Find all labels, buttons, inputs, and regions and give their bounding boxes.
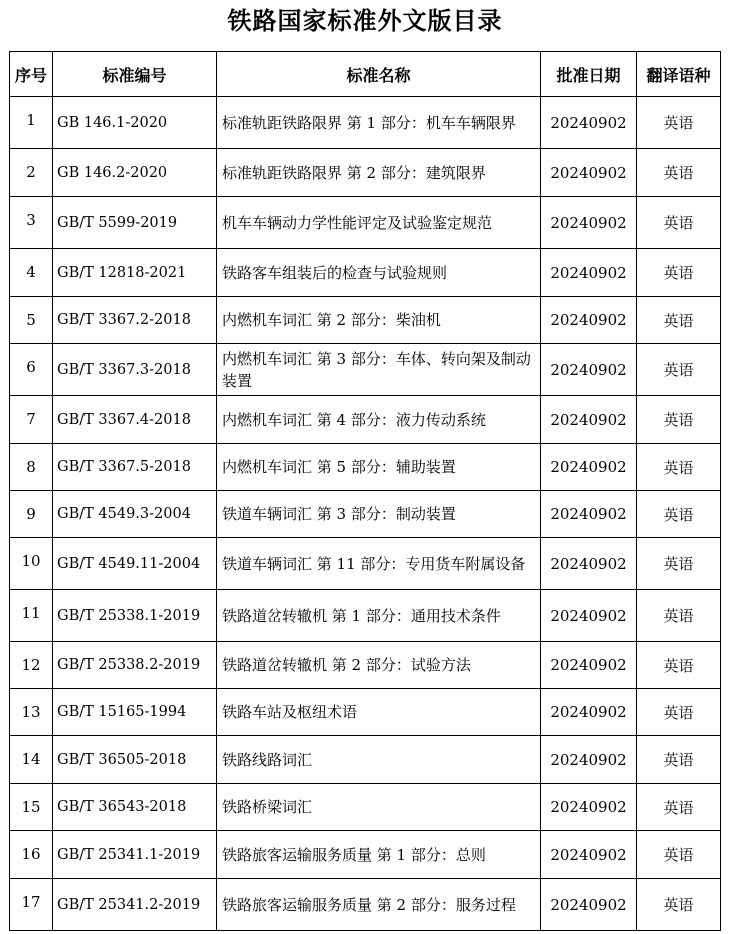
row-name: 铁路车站及枢纽术语 <box>217 689 541 736</box>
header-name: 标准名称 <box>217 52 541 97</box>
row-name: 铁路桥梁词汇 <box>217 784 541 831</box>
row-seq: 10 <box>10 538 53 590</box>
table-row <box>10 97 721 149</box>
row-lang: 英语 <box>637 197 721 249</box>
row-lang: 英语 <box>637 491 721 538</box>
row-name: 标准轨距铁路限界 第 1 部分：机车车辆限界 <box>217 97 541 149</box>
table-row <box>10 444 721 491</box>
row-name: 机车车辆动力学性能评定及试验鉴定规范 <box>217 197 541 249</box>
row-seq: 12 <box>10 642 53 689</box>
row-name: 内燃机车词汇 第 3 部分：车体、转向架及制动装置 <box>217 344 541 396</box>
row-lang: 英语 <box>637 149 721 197</box>
row-lang: 英语 <box>637 736 721 784</box>
table-row <box>10 642 721 689</box>
row-seq: 1 <box>10 97 53 149</box>
row-name: 铁道车辆词汇 第 3 部分：制动装置 <box>217 491 541 538</box>
document-title: 铁路国家标准外文版目录 <box>227 7 503 35</box>
row-name: 铁路道岔转辙机 第 1 部分：通用技术条件 <box>217 590 541 642</box>
row-date: 20240902 <box>541 491 637 538</box>
row-lang: 英语 <box>637 538 721 590</box>
row-code: GB 146.1-2020 <box>53 97 217 149</box>
table-row <box>10 197 721 249</box>
row-seq: 5 <box>10 297 53 344</box>
row-seq: 4 <box>10 249 53 297</box>
row-date: 20240902 <box>541 97 637 149</box>
row-code: GB/T 4549.11-2004 <box>53 538 217 590</box>
table-row <box>10 590 721 642</box>
standards-table <box>9 51 721 931</box>
row-seq: 17 <box>10 879 53 931</box>
row-code: GB/T 3367.3-2018 <box>53 344 217 396</box>
row-seq: 6 <box>10 344 53 396</box>
table-row <box>10 149 721 197</box>
header-code: 标准编号 <box>53 52 217 97</box>
table-row <box>10 249 721 297</box>
table-row <box>10 831 721 879</box>
table-row <box>10 396 721 444</box>
row-lang: 英语 <box>637 879 721 931</box>
row-seq: 11 <box>10 590 53 642</box>
row-lang: 英语 <box>637 784 721 831</box>
row-seq: 13 <box>10 689 53 736</box>
row-name: 内燃机车词汇 第 5 部分：辅助装置 <box>217 444 541 491</box>
row-date: 20240902 <box>541 538 637 590</box>
row-lang: 英语 <box>637 689 721 736</box>
row-seq: 16 <box>10 831 53 879</box>
row-code: GB/T 3367.4-2018 <box>53 396 217 444</box>
table-row <box>10 297 721 344</box>
row-date: 20240902 <box>541 197 637 249</box>
row-lang: 英语 <box>637 396 721 444</box>
row-seq: 9 <box>10 491 53 538</box>
row-name: 内燃机车词汇 第 2 部分：柴油机 <box>217 297 541 344</box>
row-seq: 14 <box>10 736 53 784</box>
row-date: 20240902 <box>541 297 637 344</box>
header-row <box>10 52 721 97</box>
row-code: GB/T 25338.2-2019 <box>53 642 217 689</box>
header-seq: 序号 <box>10 52 53 97</box>
row-date: 20240902 <box>541 879 637 931</box>
row-seq: 3 <box>10 197 53 249</box>
row-date: 20240902 <box>541 344 637 396</box>
row-date: 20240902 <box>541 249 637 297</box>
row-code: GB/T 25338.1-2019 <box>53 590 217 642</box>
table-row <box>10 689 721 736</box>
row-lang: 英语 <box>637 444 721 491</box>
row-code: GB/T 12818-2021 <box>53 249 217 297</box>
row-date: 20240902 <box>541 736 637 784</box>
header-lang: 翻译语种 <box>637 52 721 97</box>
row-date: 20240902 <box>541 444 637 491</box>
row-date: 20240902 <box>541 396 637 444</box>
row-name: 铁路客车组装后的检查与试验规则 <box>217 249 541 297</box>
row-name: 内燃机车词汇 第 4 部分：液力传动系统 <box>217 396 541 444</box>
table-row <box>10 344 721 396</box>
row-date: 20240902 <box>541 642 637 689</box>
row-lang: 英语 <box>637 297 721 344</box>
row-code: GB/T 36505-2018 <box>53 736 217 784</box>
row-seq: 8 <box>10 444 53 491</box>
row-code: GB/T 3367.2-2018 <box>53 297 217 344</box>
table-row <box>10 879 721 931</box>
table-row <box>10 736 721 784</box>
row-code: GB/T 25341.1-2019 <box>53 831 217 879</box>
row-date: 20240902 <box>541 831 637 879</box>
row-code: GB/T 25341.2-2019 <box>53 879 217 931</box>
row-code: GB/T 5599-2019 <box>53 197 217 249</box>
row-seq: 7 <box>10 396 53 444</box>
row-name: 铁路旅客运输服务质量 第 2 部分：服务过程 <box>217 879 541 931</box>
row-name: 铁路旅客运输服务质量 第 1 部分：总则 <box>217 831 541 879</box>
row-code: GB 146.2-2020 <box>53 149 217 197</box>
table-row <box>10 784 721 831</box>
row-lang: 英语 <box>637 97 721 149</box>
row-lang: 英语 <box>637 831 721 879</box>
row-code: GB/T 36543-2018 <box>53 784 217 831</box>
header-date: 批准日期 <box>541 52 637 97</box>
row-seq: 2 <box>10 149 53 197</box>
row-name: 标准轨距铁路限界 第 2 部分：建筑限界 <box>217 149 541 197</box>
row-lang: 英语 <box>637 344 721 396</box>
row-seq: 15 <box>10 784 53 831</box>
table-row <box>10 538 721 590</box>
row-date: 20240902 <box>541 590 637 642</box>
row-name: 铁路道岔转辙机 第 2 部分：试验方法 <box>217 642 541 689</box>
row-lang: 英语 <box>637 590 721 642</box>
row-lang: 英语 <box>637 249 721 297</box>
row-lang: 英语 <box>637 642 721 689</box>
row-code: GB/T 3367.5-2018 <box>53 444 217 491</box>
row-date: 20240902 <box>541 784 637 831</box>
row-date: 20240902 <box>541 689 637 736</box>
row-code: GB/T 4549.3-2004 <box>53 491 217 538</box>
row-name: 铁路线路词汇 <box>217 736 541 784</box>
row-date: 20240902 <box>541 149 637 197</box>
row-code: GB/T 15165-1994 <box>53 689 217 736</box>
row-name: 铁道车辆词汇 第 11 部分：专用货车附属设备 <box>217 538 541 590</box>
table-row <box>10 491 721 538</box>
